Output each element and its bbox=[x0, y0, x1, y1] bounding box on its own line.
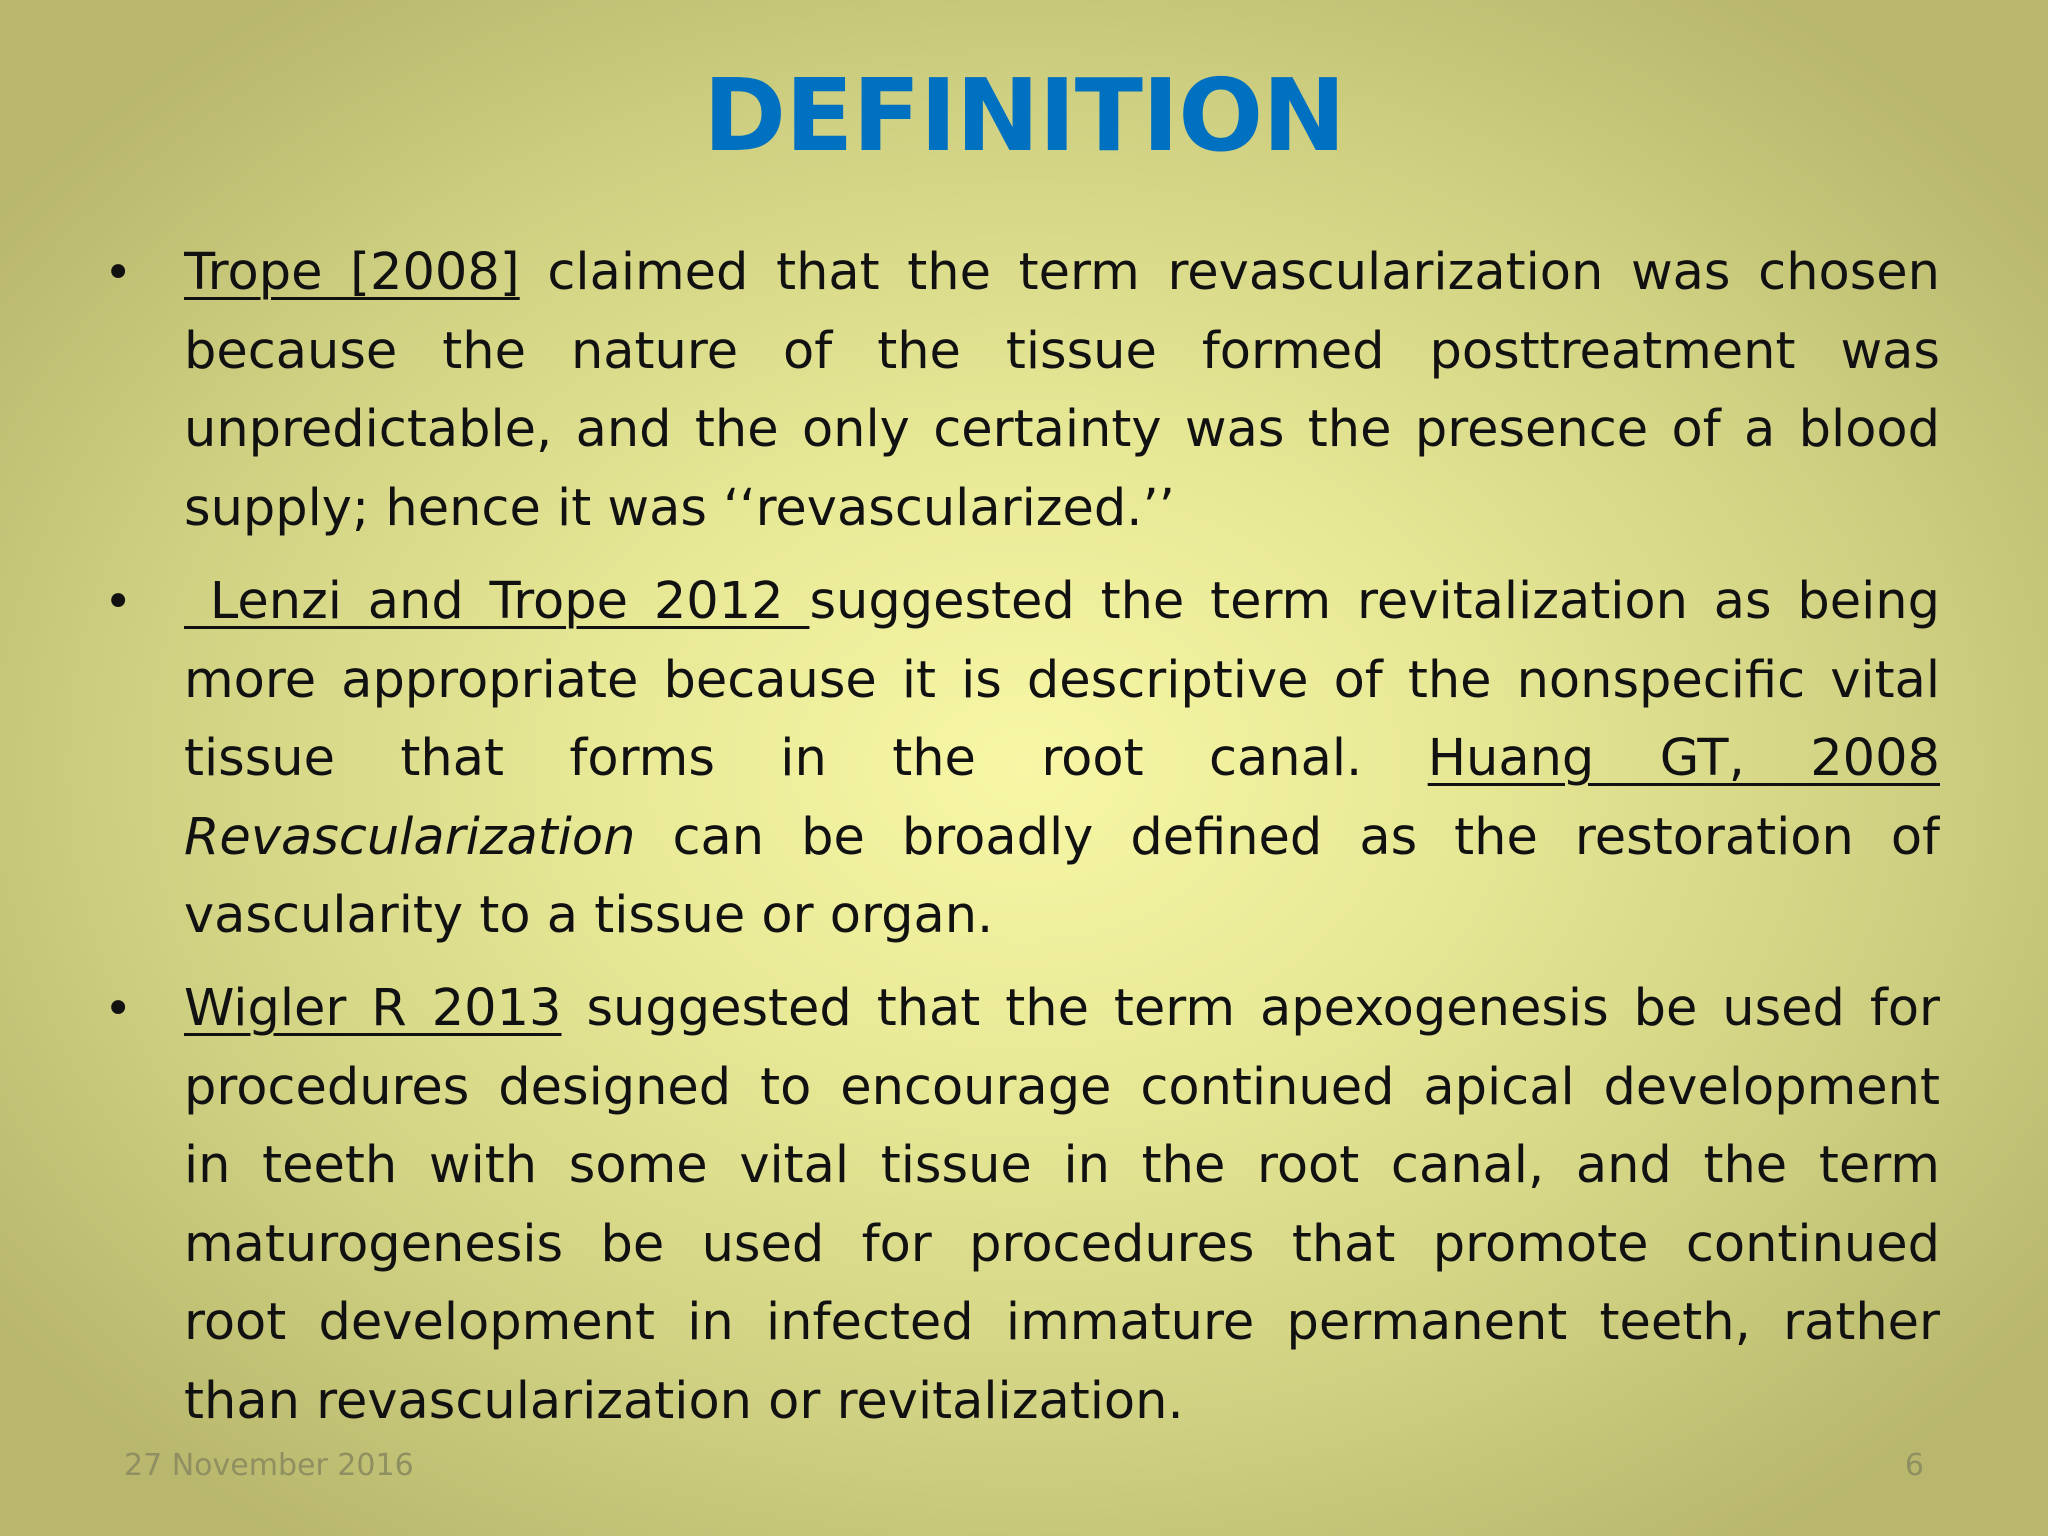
bullet-line: maturogenesis be used for procedures that promote continued bbox=[184, 1214, 1940, 1274]
citation-link[interactable]: Huang GT, 2008 bbox=[1427, 729, 1940, 788]
citation-link[interactable]: Wigler R 2013 bbox=[184, 979, 562, 1038]
bullet-marker: • bbox=[104, 245, 133, 301]
bullet-item-lenzi-trope-2012 bbox=[104, 563, 1940, 956]
bullet-line bbox=[184, 563, 1940, 642]
bullet-text: tissue that forms in the root canal. bbox=[184, 729, 1363, 788]
bullet-line: because the nature of the tissue formed posttreatment was bbox=[184, 321, 1940, 381]
citation-link[interactable]: Trope [2008] bbox=[184, 243, 520, 302]
bullet-line bbox=[184, 234, 1940, 313]
bullet-text: can be broadly defined as the restoration of bbox=[635, 807, 1940, 867]
bullet-line bbox=[184, 799, 1940, 878]
footer-date: 27 November 2016 bbox=[124, 1448, 414, 1483]
bullet-line: procedures designed to encourage continued apical development bbox=[184, 1057, 1940, 1117]
bullet-line: in teeth with some vital tissue in the root canal, and the term bbox=[184, 1136, 1940, 1195]
bullet-line: than revascularization or revitalization. bbox=[184, 1371, 1184, 1431]
bullet-marker: • bbox=[104, 574, 133, 630]
bullet-line: unpredictable, and the only certainty was the presence of a blood bbox=[184, 400, 1940, 459]
bullet-item-trope-2008 bbox=[104, 234, 1940, 548]
bullet-item-wigler-2013 bbox=[104, 970, 1940, 1441]
bullet-line: supply; hence it was ‘‘revascularized.’’ bbox=[184, 478, 1175, 538]
bullet-text: claimed that the term revascularization was chosen bbox=[519, 243, 1940, 302]
citation-link[interactable]: Lenzi and Trope 2012 bbox=[184, 572, 810, 631]
slide-title: DEFINITION bbox=[703, 57, 1345, 174]
italic-term: Revascularization bbox=[184, 807, 636, 867]
bullet-text: suggested that the term apexogenesis be used for bbox=[561, 979, 1940, 1038]
bullet-line bbox=[184, 970, 1940, 1049]
slide-number: 6 bbox=[1904, 1448, 1924, 1483]
bullet-line: more appropriate because it is descriptive of the nonspecific vital bbox=[184, 650, 1940, 710]
bullet-line: vascularity to a tissue or organ. bbox=[184, 886, 994, 945]
bullet-marker: • bbox=[104, 981, 133, 1037]
bullet-line: root development in infected immature permanent teeth, rather bbox=[184, 1293, 1940, 1352]
bullet-text: suggested the term revitalization as being bbox=[809, 572, 1940, 631]
bullet-line bbox=[184, 720, 1940, 799]
